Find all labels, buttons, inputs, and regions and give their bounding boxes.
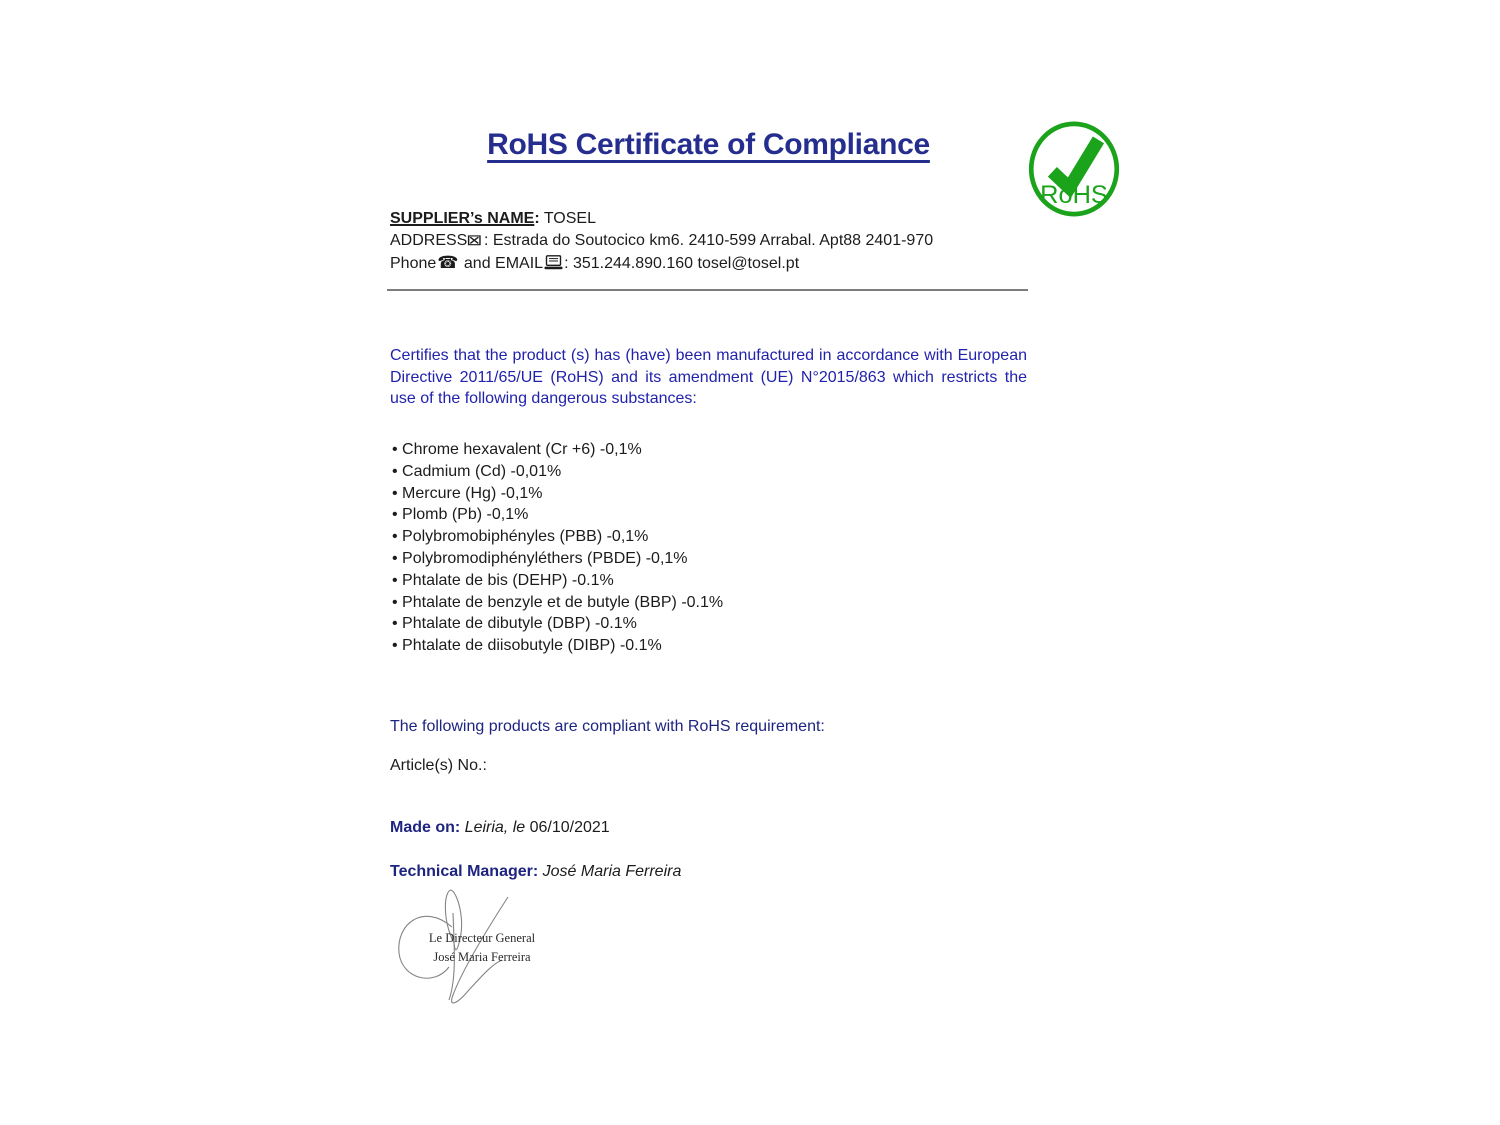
substance-item: • Phtalate de diisobutyle (DIBP) -0.1%: [392, 635, 1029, 657]
substance-item: • Phtalate de benzyle et de butyle (BBP) -0.1%: [392, 592, 1029, 614]
supplier-contact-line: [390, 252, 1027, 275]
rohs-logo: [1027, 120, 1121, 218]
and-email-label: and EMAIL: [463, 255, 544, 272]
made-on-date: 06/10/2021: [529, 819, 610, 836]
title-wrap: [390, 128, 1027, 162]
supplier-name-line: [390, 208, 1027, 230]
substance-item: • Mercure (Hg) -0,1%: [392, 483, 1029, 505]
address-value: : Estrada do Soutocico km6. 2410-599 Arrabal. Apt88 2401-970: [483, 232, 934, 249]
page-title: RoHS Certificate of Compliance: [487, 128, 930, 161]
phone-label: Phone: [390, 255, 437, 272]
substance-item: • Cadmium (Cd) -0,01%: [392, 461, 1029, 483]
computer-icon: [544, 255, 563, 270]
made-on-place: Leiria, le: [464, 819, 526, 836]
supplier-block: [390, 208, 1027, 275]
supplier-name-label: SUPPLIER’s NAME: [390, 210, 535, 227]
substances-list: [392, 439, 1029, 657]
substance-item: • Phtalate de dibutyle (DBP) -0.1%: [392, 613, 1029, 635]
substance-item: • Plomb (Pb) -0,1%: [392, 504, 1029, 526]
rohs-check-icon: [1027, 120, 1121, 218]
phone-icon: ☎: [437, 253, 459, 272]
made-on-label: Made on:: [390, 819, 461, 836]
supplier-address-line: [390, 230, 1027, 252]
signature-name: José Maria Ferreira: [433, 950, 531, 964]
substance-item: • Phtalate de bis (DEHP) -0.1%: [392, 570, 1029, 592]
supplier-name-value: TOSEL: [543, 210, 596, 227]
substance-item: • Chrome hexavalent (Cr +6) -0,1%: [392, 439, 1029, 461]
address-label: ADDRESS: [390, 232, 468, 249]
substance-item: • Polybromobiphényles (PBB) -0,1%: [392, 526, 1029, 548]
technical-manager-label: Technical Manager:: [390, 863, 539, 880]
signature-title: Le Directeur General: [428, 931, 536, 945]
technical-manager-name: José Maria Ferreira: [542, 863, 682, 880]
signature-text: [412, 929, 552, 967]
envelope-icon: ⊠: [466, 232, 483, 249]
certification-paragraph: Certifies that the product (s) has (have) been manufactured in accordance with European Directive 2011/65/UE (RoHS) and its amendment (UE) N°2015/863 which restricts the use of the following dangerous substances:: [390, 347, 1027, 408]
rohs-logo-label: RoHS: [1040, 180, 1108, 209]
divider-rule: [387, 289, 1028, 291]
signature-block: [390, 885, 590, 1025]
contact-value: : 351.244.890.160 tosel@tosel.pt: [564, 255, 800, 272]
made-on-line: [390, 819, 610, 837]
article-number-line: Article(s) No.:: [390, 757, 487, 774]
supplier-name-colon: :: [534, 210, 540, 227]
compliance-statement: The following products are compliant with RoHS requirement:: [390, 718, 825, 735]
technical-manager-line: [390, 863, 681, 881]
substance-item: • Polybromodiphényléthers (PBDE) -0,1%: [392, 548, 1029, 570]
